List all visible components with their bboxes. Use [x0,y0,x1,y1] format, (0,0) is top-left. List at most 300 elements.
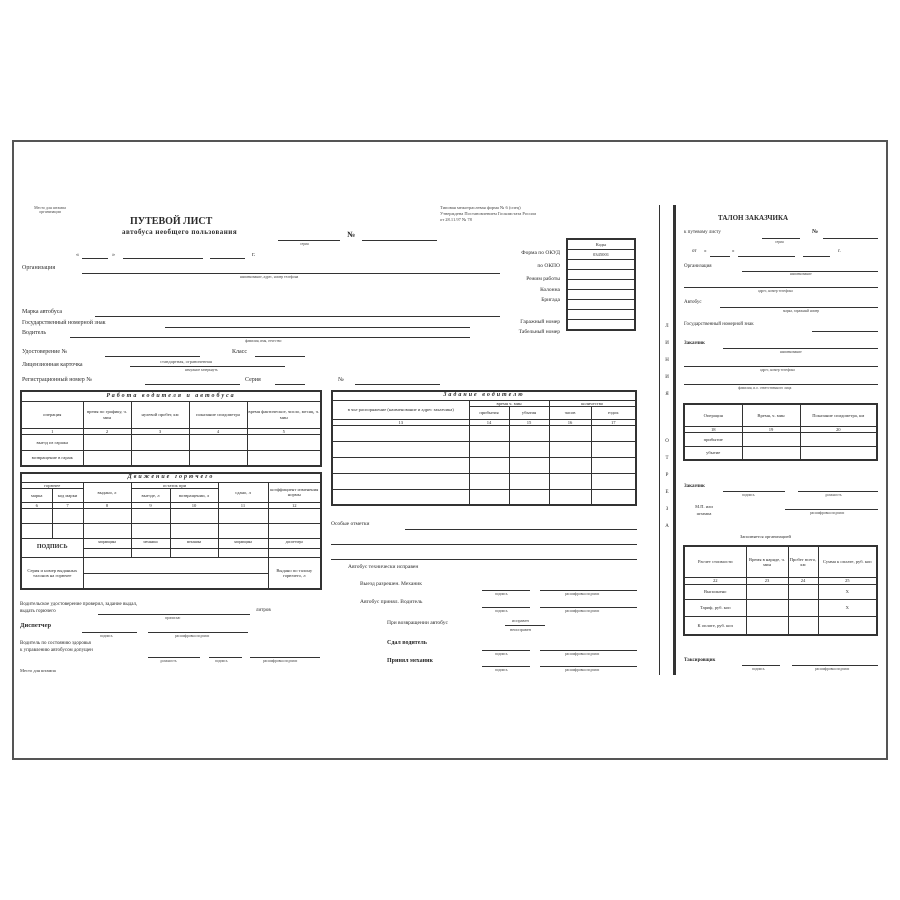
signature-caption: подпись [215,659,228,663]
row-label: Выполнено [684,584,746,599]
special-marks-field[interactable] [331,559,637,560]
row-label: Тариф, руб. коп [684,599,746,616]
cell[interactable] [788,599,818,616]
column-header: коэффициент изменения нормы [268,482,321,502]
blank-cell[interactable] [567,300,635,310]
cell[interactable] [818,616,877,635]
work-mode-cell[interactable] [567,270,635,280]
special-marks-label: Особые отметки [331,521,370,527]
codes-label: Бригада [541,297,560,303]
cut-line-label [663,318,671,535]
column-cell[interactable] [567,280,635,290]
special-marks-field[interactable] [405,529,637,530]
column-header: часов [549,406,591,419]
plate-label: Государственный номерной знак [22,320,106,326]
number-sign: № [812,229,819,235]
date-quote: » [112,252,115,258]
column-header: возвращении, л [170,488,218,502]
cut-line-letter: Т [665,456,669,461]
table-row [332,457,636,473]
date-month-field[interactable] [123,258,203,259]
signature-label: ПОДПИСЬ [21,538,83,557]
cell[interactable] [170,523,218,538]
to-waybill-label: к путевому листу [684,230,721,235]
stub-day-field[interactable] [710,256,730,257]
decoding-caption: расшифровка подписи [815,667,850,671]
license-card-label: Лицензионная карточка [22,362,83,368]
cell[interactable] [591,489,636,505]
stub-number-field[interactable] [823,238,878,239]
cell[interactable] [332,473,469,489]
stub-bus-field[interactable] [720,307,878,308]
cell[interactable] [469,457,509,473]
plate-field[interactable] [165,327,470,328]
stamp-place: Место для штампа [20,668,56,673]
column-number: 13 [332,419,469,425]
cell[interactable] [83,508,131,523]
coupons-cell[interactable] [83,557,268,573]
column-number: 19 [742,426,800,432]
brigade-cell[interactable] [567,290,635,300]
column-header: нулевой пробег, км [131,401,189,428]
column-header: показание спидометра [189,401,247,428]
year-label: г. [252,252,256,258]
cell[interactable] [83,523,131,538]
cell[interactable] [21,523,52,538]
column-number: 3 [131,428,189,434]
cell[interactable] [800,432,877,446]
stub-series-field[interactable] [762,238,800,239]
column-group: количество [549,400,636,406]
table-row [21,508,321,523]
column-group: горючее [21,482,83,488]
cell[interactable] [332,489,469,505]
driver-caption: фамилия, имя, отчество [245,339,282,343]
codes-label: Режим работы [526,276,560,282]
column-number: 24 [788,577,818,584]
number-label: № [338,377,344,383]
column-header: в чье распоряжение (наименование и адрес заказчика) [332,400,469,419]
cut-line-letter: О [665,439,669,444]
cell[interactable] [469,489,509,505]
cell[interactable] [189,450,247,466]
column-header: выдано, л [83,482,131,502]
signature-cell[interactable] [218,548,268,557]
table-row [332,473,636,489]
cell[interactable] [591,473,636,489]
cell[interactable] [509,489,549,505]
bus-caption: марка, гаражный номер [783,309,820,313]
cut-line-letter: И [665,375,669,380]
on-return-label: При возвращении автобус [387,620,448,626]
taxer-signature-field[interactable] [742,665,780,666]
signer-caption: механика [170,538,218,548]
cut-line-letter: Р [665,473,669,478]
date-year-field[interactable] [210,258,245,259]
cost-table [683,545,878,636]
column-number: 5 [247,428,321,434]
waybill-number-field[interactable] [362,240,437,241]
column-group: время ч. мин [469,400,549,406]
column-number: 11 [218,502,268,508]
mechanic-name-field[interactable] [540,590,637,591]
column-header: Время в наряде, ч. мин [746,546,788,577]
health-text: к управлению автобусом допущен [20,648,93,653]
column-number: 22 [684,577,746,584]
signature-field[interactable] [482,666,530,667]
row-label: прибытие [684,432,742,446]
driver-label: Водитель [22,330,47,336]
cut-line-letter: И [665,341,669,346]
personnel-number-cell[interactable] [567,320,635,331]
table-row [684,446,877,460]
cell[interactable] [268,508,321,523]
series-caption: серия [300,242,309,246]
column-number: 8 [83,502,131,508]
cell[interactable] [549,441,591,457]
address-caption: адрес, номер телефона [760,368,795,372]
special-marks-field[interactable] [331,544,637,545]
coupons-label: Серия и номер выданных талонов на горючее [21,557,83,589]
column-header: сдано, л [218,482,268,502]
series-caption: серия [775,240,784,244]
date-quote: « [704,249,707,254]
signature-cell[interactable] [170,548,218,557]
license-label: Удостоверение № [22,349,68,355]
garage-number-cell[interactable] [567,310,635,320]
cell[interactable] [800,446,877,460]
decoding-caption: расшифровка подписи [263,659,298,663]
cell[interactable] [218,508,268,523]
cell[interactable] [332,441,469,457]
cell[interactable] [549,457,591,473]
cell[interactable] [591,457,636,473]
cell[interactable] [549,489,591,505]
decoding-caption: расшифровка подписи [565,652,600,656]
column-header: код марки [52,488,83,502]
taxer-decoding-field[interactable] [792,665,878,666]
reg-number-label: Регистрационный номер № [22,377,92,383]
codes-label: Форма по ОКУД [521,250,560,256]
driver-signature-field[interactable] [482,607,530,608]
bus-model-label: Марка автобуса [22,309,63,315]
coupons-cell[interactable] [83,573,268,589]
give-fuel-text: выдать горючего [20,609,56,614]
column-header: прибытия [469,406,509,419]
signature-field[interactable] [482,650,530,651]
signature-caption: подпись [495,592,508,596]
stub-customer-field[interactable] [723,348,878,349]
stub-bus-label: Автобус [684,300,702,305]
taxer-label: Таксировщик [684,658,716,663]
mechanic-accepted-label: Принял механик [387,658,433,664]
license-field[interactable] [105,356,200,357]
stub-address-field[interactable] [684,287,878,288]
codes-label: Гаражный номер [520,319,560,325]
task-table [331,390,637,506]
serviceable-option[interactable]: исправен [512,618,529,623]
signature-cell[interactable] [131,548,170,557]
cell[interactable] [131,450,189,466]
column-header: выезде, л [131,488,170,502]
form-header-line: Типовая межотраслевая форма № 6 (спец) [440,205,521,210]
decoding-caption: расшифровка подписи [565,609,600,613]
okud-code: 0345001 [567,250,635,260]
position-caption: должность [160,659,177,663]
codes-label: Табельный номер [518,329,560,335]
column-number: 4 [189,428,247,434]
column-number: 14 [469,419,509,425]
codes-header: Коды [567,239,635,250]
number-field[interactable] [355,384,440,385]
cut-line-letter: Я [665,392,669,397]
cell[interactable] [52,523,83,538]
signature-caption: подпись [742,493,755,497]
bus-model-field[interactable] [95,316,500,317]
cell[interactable] [83,450,131,466]
column-header: убытия [509,406,549,419]
cell[interactable] [332,425,469,441]
table-row [21,434,321,450]
stub-plate-label: Государственный номерной знак [684,322,754,327]
cell[interactable] [509,473,549,489]
codes-label: Колонна [540,287,560,293]
organization-caption: наименование, адрес, номер телефона [240,275,299,279]
unserviceable-option[interactable]: неисправен [510,627,531,632]
signature-cell[interactable] [83,548,131,557]
cell[interactable] [268,523,321,538]
cut-line-letter: А [665,524,669,529]
okpo-code-cell[interactable] [567,260,635,270]
cell[interactable] [746,599,788,616]
column-number: 18 [684,426,742,432]
table-row [21,450,321,466]
row-label: выезд из гаража [21,434,83,450]
stub-customer-label: Заказчик [684,341,705,346]
row-label: К оплате, руб. коп [684,616,746,635]
column-number: 10 [170,502,218,508]
table-row [684,599,877,616]
cell[interactable] [746,616,788,635]
date-day-field[interactable] [82,258,108,259]
number-sign: № [347,230,356,239]
table-row [684,584,877,599]
cell[interactable] [332,457,469,473]
cell[interactable] [591,425,636,441]
driver-name-field[interactable] [540,607,637,608]
cell[interactable] [247,434,321,450]
position-caption: должность [825,493,842,497]
cell[interactable] [83,434,131,450]
column-number: 25 [818,577,877,584]
cell[interactable] [189,434,247,450]
signature-caption: подпись [495,609,508,613]
dispatcher-name-field[interactable] [148,632,248,633]
cell[interactable] [746,584,788,599]
dispatcher-signature-field[interactable] [82,632,137,633]
cell[interactable] [509,457,549,473]
column-number: 9 [131,502,170,508]
column-number: 23 [746,577,788,584]
series-label: Серия [245,377,261,383]
stub-plate-field[interactable] [812,331,878,332]
bus-accepted-label: Автобус принял. Водитель [360,599,423,605]
cell[interactable] [509,425,549,441]
organization-label: Организация [22,265,56,271]
column-header: ездок [591,406,636,419]
signature-cell[interactable] [268,548,321,557]
decoding-field[interactable] [250,657,320,658]
signer-caption: механика [131,538,170,548]
bus-ok-text: Автобус технически исправен [348,564,419,570]
decoding-field[interactable] [540,666,637,667]
license-card-caption: ненужное зачеркнуть [185,368,218,372]
signature-caption: подпись [495,668,508,672]
fuel-table-title: Движение горючего [21,473,321,482]
signature-caption: подпись [752,667,765,671]
cut-line-letter: Е [665,490,669,495]
class-label: Класс [232,349,247,355]
coupon-issued-label: Выдано по талону горючего, л [268,557,321,589]
cut-line-letter: З [665,507,669,512]
column-header: время по графику, ч. мин [83,401,131,428]
driver-field[interactable] [70,337,470,338]
row-label: убытие [684,446,742,460]
checked-text: Водительское удостоверение проверил, задание выдал, [20,602,138,607]
cut-line-letter: Н [665,358,669,363]
decoding-caption: расшифровка подписи [810,511,845,515]
cut-line [659,205,660,675]
stub-border [673,205,676,675]
column-number: 17 [591,419,636,425]
column-number: 1 [21,428,83,434]
cell[interactable] [591,441,636,457]
signer-caption: заправщика [83,538,131,548]
decoding-caption: расшифровка подписи [565,668,600,672]
from-label: от [692,249,697,254]
responsible-caption: фамилия, и.о. ответственного лица [738,386,792,390]
row-label: возвращение в гараж [21,450,83,466]
stub-organization-label: Организация [684,264,712,269]
stamp-place: Место для штампа организации [34,205,66,214]
cell[interactable] [549,473,591,489]
address-caption: адрес, номер телефона [758,289,793,293]
signer-caption: диспетчера [268,538,321,548]
filled-by-label: Заполняется организацией [740,534,791,539]
form-header-line: Утверждена Постановлением Госкомстата России [440,211,536,216]
column-header: марка [21,488,52,502]
organization-field[interactable] [82,273,500,274]
cell[interactable] [469,425,509,441]
stub-customer-address-field[interactable] [684,366,878,367]
table-row [684,432,877,446]
cell[interactable] [469,473,509,489]
signature-field[interactable] [209,657,242,658]
column-number: 20 [800,426,877,432]
form-subtitle: автобуса необщего пользования [122,228,238,236]
work-table-title: Работа водителя и автобуса [21,391,321,401]
date-quote: » [732,249,735,254]
fuel-amount-field[interactable] [98,614,250,615]
column-number: 15 [509,419,549,425]
cell[interactable] [218,523,268,538]
organization-caption: наименование [790,272,812,276]
cell[interactable] [469,441,509,457]
table-row [332,489,636,505]
signature-caption: подпись [100,634,113,638]
column-header: Операция [684,404,742,426]
cell[interactable] [170,508,218,523]
customer-decoding-field[interactable] [785,509,878,510]
x-mark: Х [818,599,877,616]
stub-responsible-field[interactable] [684,384,878,385]
table-row [332,441,636,457]
in-words-caption: прописью [165,616,181,620]
cell[interactable] [788,616,818,635]
mechanic-signature-field[interactable] [482,590,530,591]
liters-label: литров [256,608,271,613]
column-header: Время, ч. мин [742,404,800,426]
stub-month-field[interactable] [738,256,795,257]
signer-caption: заправщика [218,538,268,548]
stamp-label: М.П. или штампа [695,504,713,516]
cell[interactable] [788,584,818,599]
series-field[interactable] [275,384,305,385]
cell[interactable] [247,450,321,466]
stub-title: ТАЛОН ЗАКАЗЧИКА [718,214,789,222]
customer-sign-label: Заказчик [684,484,705,489]
column-header: Сумма к оплате, руб. коп [818,546,877,577]
fuel-table [20,472,322,590]
column-header: Расчет стоимости [684,546,746,577]
column-header: Пробег всего, км [788,546,818,577]
customer-signature-field[interactable] [723,491,785,492]
class-field[interactable] [255,356,305,357]
cell[interactable] [742,432,800,446]
license-card-options[interactable]: стандартная, ограниченная [160,359,212,364]
column-number: 6 [21,502,52,508]
table-row [332,425,636,441]
stub-year-field[interactable] [803,256,830,257]
column-header: операция [21,401,83,428]
signature-caption: подпись [495,652,508,656]
cell[interactable] [742,446,800,460]
cell[interactable] [131,508,170,523]
cell[interactable] [509,441,549,457]
cell[interactable] [52,508,83,523]
year-label: г. [838,249,841,254]
cell[interactable] [21,508,52,523]
table-row [21,523,321,538]
driver-handed-label: Сдал водитель [387,640,427,646]
column-number: 7 [52,502,83,508]
reg-number-field[interactable] [145,384,240,385]
codes-label: по ОКПО [537,263,560,269]
position-field[interactable] [148,657,200,658]
cell[interactable] [131,434,189,450]
customer-caption: наименование [780,350,802,354]
cell[interactable] [131,523,170,538]
table-row [684,616,877,635]
decoding-field[interactable] [540,650,637,651]
customer-position-field[interactable] [798,491,878,492]
column-header: время фактическое, число, месяц, ч. мин [247,401,321,428]
departure-ok-label: Выезд разрешен. Механик [360,581,422,587]
column-number: 2 [83,428,131,434]
codes-table [566,238,636,331]
work-table [20,390,322,467]
cell[interactable] [549,425,591,441]
